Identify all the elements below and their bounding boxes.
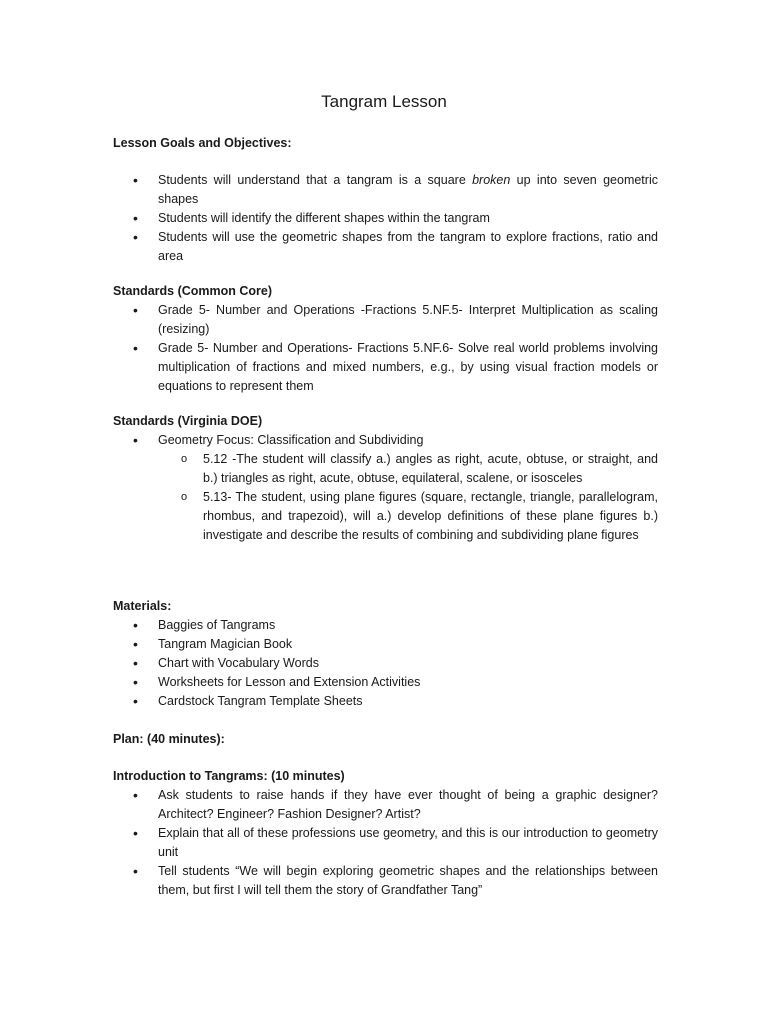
virginia-heading: Standards (Virginia DOE) bbox=[113, 414, 263, 428]
list-item bbox=[113, 171, 658, 209]
goals-list bbox=[113, 171, 658, 266]
list-item: • Students will identify the different shapes within the tangram bbox=[113, 209, 658, 228]
list-item: • Cardstock Tangram Template Sheets bbox=[113, 692, 658, 711]
list-item: • Chart with Vocabulary Words bbox=[113, 654, 658, 673]
goals-heading: Lesson Goals and Objectives: bbox=[113, 136, 292, 150]
goals-section bbox=[113, 134, 658, 266]
materials-section bbox=[113, 597, 658, 711]
page-title: Tangram Lesson bbox=[321, 92, 447, 111]
intro-section bbox=[113, 767, 658, 900]
common-core-list bbox=[113, 301, 658, 396]
common-core-section bbox=[113, 282, 658, 396]
materials-list bbox=[113, 616, 658, 711]
list-item: • Tell students “We will begin exploring geometric shapes and the relationships between them, but first I will tell them the story of Grandfather Tang” bbox=[113, 862, 658, 900]
goal-text-after: up into seven geometric shapes bbox=[158, 173, 658, 206]
list-item: • Worksheets for Lesson and Extension Activities bbox=[113, 673, 658, 692]
goal-text-emphasis: broken bbox=[472, 173, 511, 187]
virginia-list bbox=[113, 431, 658, 450]
plan-section bbox=[113, 730, 658, 749]
sub-list-item: o 5.12 -The student will classify a.) angles as right, acute, obtuse, or straight, and b.) triangles as right, acute, obtuse, equilateral, scalene, or isosceles bbox=[158, 450, 658, 488]
sub-list-item: o 5.13- The student, using plane figures (square, rectangle, triangle, parallelogram, rhombus, and trapezoid), will a.) develop definitions of these plane figures b.) investigate and describe the results of combining and subdividing plane figures bbox=[158, 488, 658, 545]
list-item: • Baggies of Tangrams bbox=[113, 616, 658, 635]
virginia-sublist bbox=[158, 450, 658, 545]
list-item: • Ask students to raise hands if they have ever thought of being a graphic designer? Architect? Engineer? Fashion Designer? Artist? bbox=[113, 786, 658, 824]
list-item: • Tangram Magician Book bbox=[113, 635, 658, 654]
goal-text-before: Students will understand that a tangram is a square bbox=[158, 173, 473, 187]
plan-heading: Plan: (40 minutes): bbox=[113, 732, 225, 746]
list-item: • Students will use the geometric shapes from the tangram to explore fractions, ratio and area bbox=[113, 228, 658, 266]
intro-heading: Introduction to Tangrams: (10 minutes) bbox=[113, 769, 345, 783]
list-item: • Geometry Focus: Classification and Subdividing bbox=[113, 431, 658, 450]
list-item: • Grade 5- Number and Operations- Fractions 5.NF.6- Solve real world problems involving multiplication of fractions and mixed numbers, e.g., by using visual fraction models or equations to represent them bbox=[113, 339, 658, 396]
virginia-section bbox=[113, 412, 658, 545]
materials-heading: Materials: bbox=[113, 599, 172, 613]
list-item: • Grade 5- Number and Operations -Fractions 5.NF.5- Interpret Multiplication as scaling (resizing) bbox=[113, 301, 658, 339]
intro-list bbox=[113, 786, 658, 900]
list-item: • Explain that all of these professions use geometry, and this is our introduction to geometry unit bbox=[113, 824, 658, 862]
common-core-heading: Standards (Common Core) bbox=[113, 284, 273, 298]
